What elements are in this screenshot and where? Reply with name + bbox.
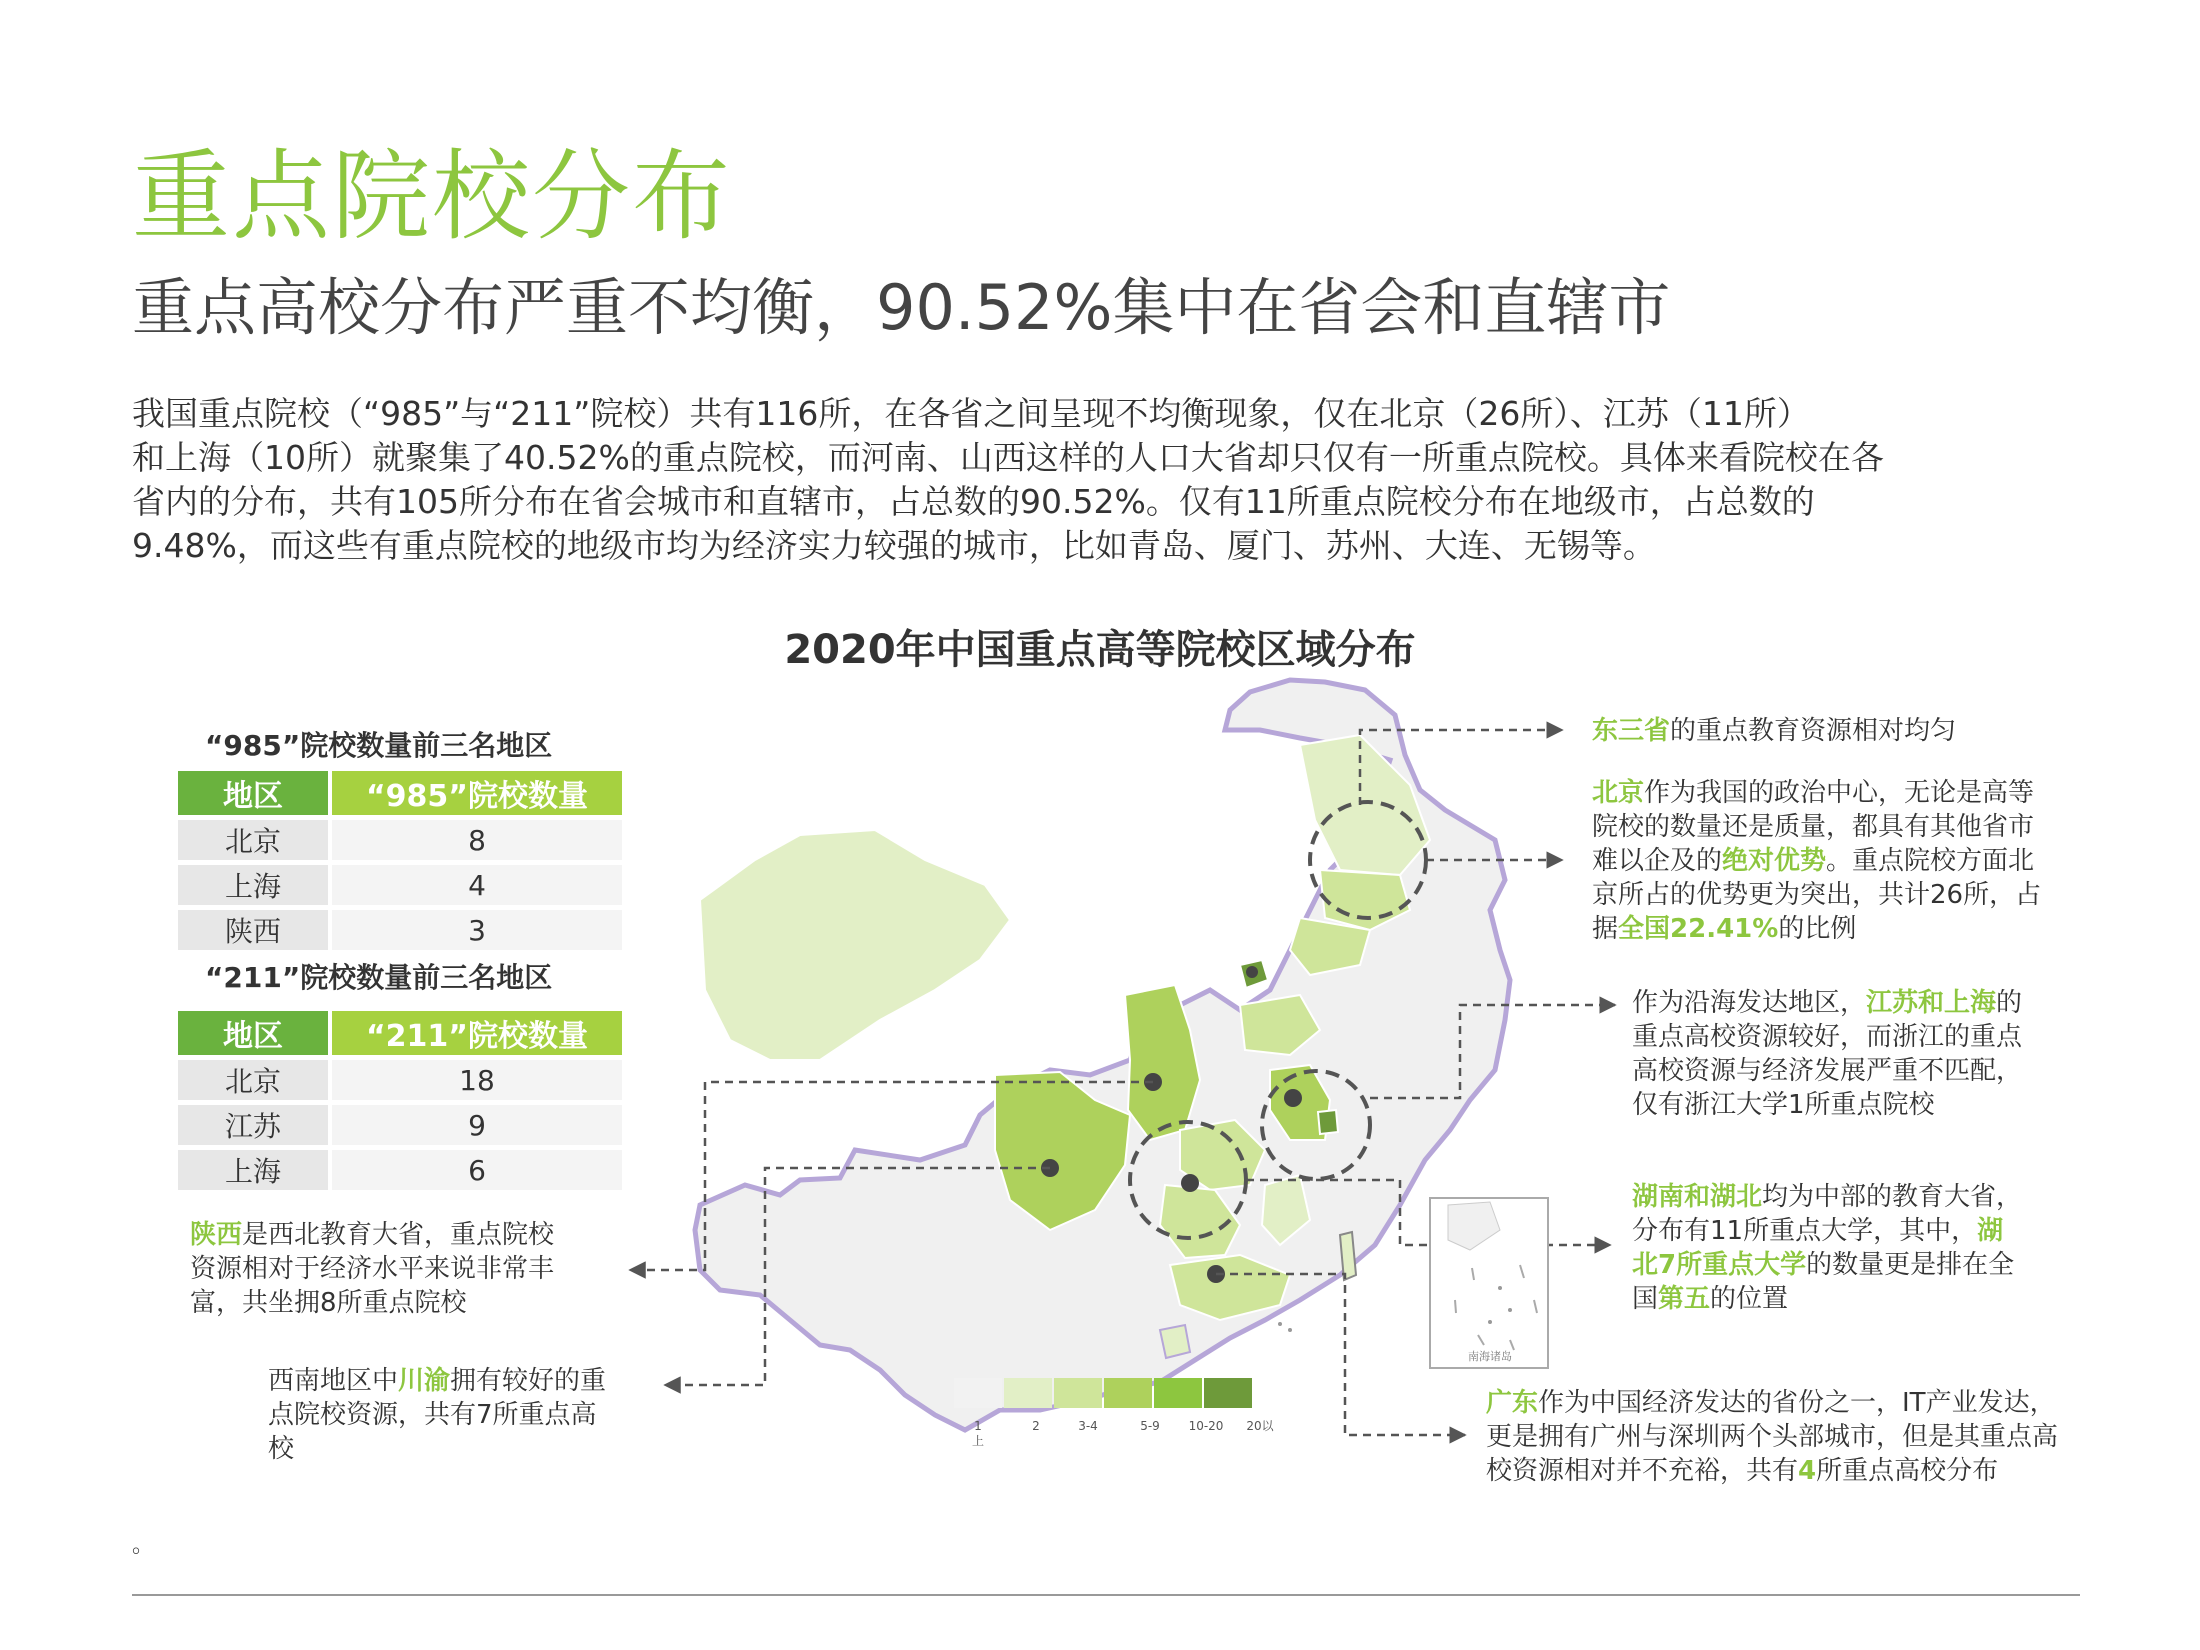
highlight: 广东 xyxy=(1486,1388,1539,1418)
table-cell-count: 4 xyxy=(332,865,622,905)
note-text: 校资源相对并不充裕，共有 xyxy=(1486,1456,1799,1486)
footer-mark: 。 xyxy=(132,1533,155,1558)
note-text: 。重点院校方面北 xyxy=(1826,846,2035,876)
legend-swatch-1 xyxy=(1004,1378,1052,1408)
legend-label: 3-4 xyxy=(1078,1419,1098,1433)
paragraph-line-2: 和上海（10所）就聚集了40.52%的重点院校，而河南、山西这样的人口大省却只仅有一所重点院校。具体来看院校在各 xyxy=(132,438,1884,477)
note-text: 所重点高校分布 xyxy=(1816,1456,1999,1486)
legend-swatch-5 xyxy=(1204,1378,1252,1408)
note-text: 更是拥有广州与深圳两个头部城市，但是其重点高 xyxy=(1486,1422,2059,1452)
page-subtitle: 重点高校分布严重不均衡，90.52%集中在省会和直辖市 xyxy=(132,271,1671,344)
note-hubei xyxy=(1632,1180,2022,1316)
note-text: 重点高校资源较好，而浙江的重点 xyxy=(1632,1022,2023,1052)
legend-label: 5-9 xyxy=(1140,1419,1160,1433)
highlight: 湖南和湖北 xyxy=(1632,1182,1763,1212)
highlight: 第五 xyxy=(1658,1284,1711,1314)
highlight: 川渝 xyxy=(398,1366,451,1396)
table-header-region: 地区 xyxy=(178,771,328,815)
note-text: 分布有11所重点大学，其中， xyxy=(1632,1216,1978,1246)
paragraph-line-1: 我国重点院校（“985”与“211”院校）共有116所，在各省之间呈现不均衡现象，仅在北京（26所）、江苏（11所） xyxy=(132,394,1810,433)
note-text: 点院校资源，共有7所重点高 xyxy=(268,1400,597,1430)
note-text: 资源相对于经济水平来说非常丰 xyxy=(190,1254,555,1284)
note-text: 富，共坐拥8所重点院校 xyxy=(190,1288,467,1318)
highlight: 江苏和上海 xyxy=(1866,988,1997,1018)
region-shanghai xyxy=(1318,1110,1338,1134)
legend-label: 20以 xyxy=(1246,1419,1274,1433)
dot-jiangsu xyxy=(1284,1089,1302,1107)
highlight: 4 xyxy=(1798,1456,1817,1486)
table-cell-count: 6 xyxy=(332,1150,622,1190)
note-text: 的 xyxy=(1996,988,2023,1018)
note-shaanxi xyxy=(190,1218,554,1320)
highlight: 湖 xyxy=(1977,1216,2004,1246)
table-cell-region: 北京 xyxy=(178,820,328,860)
note-text: 拥有较好的重 xyxy=(450,1366,607,1396)
legend-label: 1 xyxy=(974,1419,982,1433)
table-header-count: “985”院校数量 xyxy=(332,771,622,815)
note-text: 国 xyxy=(1632,1284,1659,1314)
dot-hubei xyxy=(1181,1174,1199,1192)
table-cell-count: 18 xyxy=(332,1060,622,1100)
paragraph-line-3: 省内的分布，共有105所分布在省会城市和直辖市，占总数的90.52%。仅有11所重点院校分布在地级市，占总数的 xyxy=(132,482,1815,521)
note-text: 难以企及的 xyxy=(1592,846,1723,876)
table-header-count: “211”院校数量 xyxy=(332,1011,622,1055)
highlight: 北7所重点大学 xyxy=(1632,1250,1807,1280)
note-text: 的重点教育资源相对均匀 xyxy=(1670,716,1957,746)
note-text: 西南地区中 xyxy=(268,1366,399,1396)
legend-swatch-0 xyxy=(954,1378,1002,1408)
region-hainan xyxy=(1160,1325,1190,1358)
table-cell-count: 3 xyxy=(332,910,622,950)
note-text: 均为中部的教育大省， xyxy=(1762,1182,2023,1212)
region-xinjiang xyxy=(700,830,1010,1060)
note-text: 京所占的优势更为突出，共计26所，占 xyxy=(1592,880,2042,910)
table-cell-region: 上海 xyxy=(178,865,328,905)
highlight: 东三省 xyxy=(1592,716,1671,746)
chart-title: 2020年中国重点高等院校区域分布 xyxy=(784,627,1416,673)
table-cell-region: 北京 xyxy=(178,1060,328,1100)
note-text: 的比例 xyxy=(1778,914,1857,944)
note-text: 作为我国的政治中心，无论是高等 xyxy=(1644,778,2035,808)
note-text: 的位置 xyxy=(1710,1284,1789,1314)
table-cell-region: 陕西 xyxy=(178,910,328,950)
table-cell-count: 8 xyxy=(332,820,622,860)
note-guangdong xyxy=(1486,1386,2058,1488)
legend-label: 2 xyxy=(1032,1419,1040,1433)
legend-swatch-2 xyxy=(1054,1378,1102,1408)
note-text: 校 xyxy=(268,1434,295,1464)
highlight: 北京 xyxy=(1592,778,1645,808)
note-text: 仅有浙江大学1所重点院校 xyxy=(1632,1090,1935,1120)
table-header-region: 地区 xyxy=(178,1011,328,1055)
legend-swatch-3 xyxy=(1104,1378,1152,1408)
highlight: 绝对优势 xyxy=(1722,846,1827,876)
note-text: 高校资源与经济发展严重不匹配， xyxy=(1632,1056,2023,1086)
note-southwest xyxy=(268,1364,606,1466)
note-text: 作为中国经济发达的省份之一，IT产业发达， xyxy=(1538,1388,2056,1418)
legend-label: 10-20 xyxy=(1188,1419,1224,1433)
note-text: 院校的数量还是质量，都具有其他省市 xyxy=(1592,812,2035,842)
dot-beijing xyxy=(1246,966,1258,978)
note-text: 作为沿海发达地区， xyxy=(1632,988,1867,1018)
region-northeast-heilongjiang xyxy=(1300,735,1430,875)
table-211-title: “211”院校数量前三名地区 xyxy=(205,961,553,994)
legend-swatch-4 xyxy=(1154,1378,1202,1408)
inset-label: 南海诸岛 xyxy=(1468,1350,1512,1363)
note-text: 的数量更是排在全 xyxy=(1806,1250,2015,1280)
note-northeast xyxy=(1592,714,1956,748)
highlight: 陕西 xyxy=(190,1220,243,1250)
note-text: 据 xyxy=(1592,914,1619,944)
table-cell-count: 9 xyxy=(332,1105,622,1145)
table-cell-region: 江苏 xyxy=(178,1105,328,1145)
note-beijing xyxy=(1592,776,2041,946)
legend-label: 上 xyxy=(971,1434,985,1448)
table-985-title: “985”院校数量前三名地区 xyxy=(205,729,553,762)
note-text: 是西北教育大省，重点院校 xyxy=(242,1220,555,1250)
note-jiangsu xyxy=(1632,986,2022,1122)
paragraph-line-4: 9.48%，而这些有重点院校的地级市均为经济实力较强的城市，比如青岛、厦门、苏州、大连、无锡等。 xyxy=(132,526,1656,565)
highlight: 全国22.41% xyxy=(1618,914,1779,944)
table-cell-region: 上海 xyxy=(178,1150,328,1190)
page-title: 重点院校分布 xyxy=(132,140,733,254)
footer-divider xyxy=(132,1594,2080,1596)
